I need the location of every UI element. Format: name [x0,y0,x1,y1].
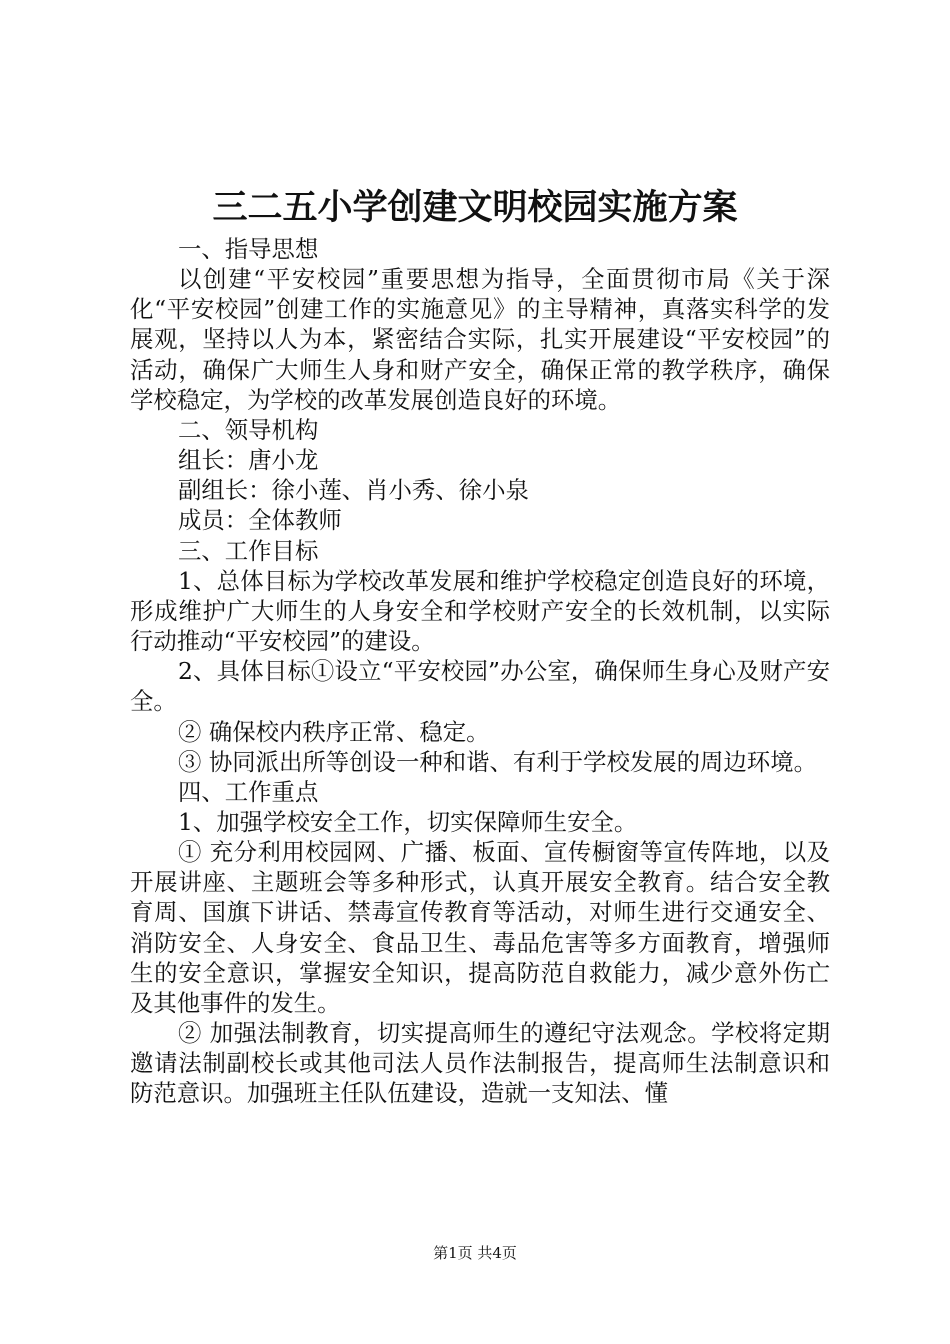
paragraph: ② 确保校内秩序正常、稳定。 [178,717,490,746]
paragraph: 副组长：徐小莲、肖小秀、徐小泉 [178,476,529,505]
paragraph: 1、加强学校安全工作，切实保障师生安全。 [178,807,638,836]
section-heading: 四、工作重点 [178,777,319,806]
paragraph: 1、总体目标为学校改革发展和维护学校稳定创造良好的环境，形成维护广大师生的人身安全和学校财产安全的长效机制，以实际行动推动“平安校园”的建设。 [130,566,830,656]
section-heading: 三、工作目标 [178,536,319,565]
page-footer: 第1页 共4页 [433,1244,517,1262]
paragraph: ① 充分利用校园网、广播、板面、宣传橱窗等宣传阵地，以及开展讲座、主题班会等多种形式，认真开展安全教育。结合安全教育周、国旗下讲话、禁毒宣传教育等活动，对师生进行交通安全、消防安全、人身安全、食品卫生、毒品危害等多方面教育，增强师生的安全意识，掌握安全知识，提高防范自救能力，减少意外伤亡及其他事件的发生。 [130,838,830,1017]
paragraph: 以创建“平安校园”重要思想为指导，全面贯彻市局《关于深化“平安校园”创建工作的实施意见》的主导精神，真落实科学的发展观，坚持以人为本，紧密结合实际，扎实开展建设“平安校园”的活动，确保广大师生人身和财产安全，确保正常的教学秩序，确保学校稳定，为学校的改革发展创造良好的环境。 [130,265,830,414]
paragraph: 成员：全体教师 [178,506,342,535]
document-body [130,234,830,1109]
section-heading: 二、领导机构 [178,415,319,444]
paragraph: ③ 协同派出所等创设一种和谐、有利于学校发展的周边环境。 [178,747,817,776]
paragraph: 2、具体目标①设立“平安校园”办公室，确保师生身心及财产安全。 [130,657,830,716]
paragraph: ② 加强法制教育，切实提高师生的遵纪守法观念。学校将定期邀请法制副校长或其他司法人员作法制报告，提高师生法制意识和防范意识。加强班主任队伍建设，造就一支知法、懂 [130,1019,830,1108]
section-heading: 一、指导思想 [178,235,319,263]
paragraph: 组长：唐小龙 [178,446,319,475]
document-title: 三二五小学创建文明校园实施方案 [212,187,738,228]
